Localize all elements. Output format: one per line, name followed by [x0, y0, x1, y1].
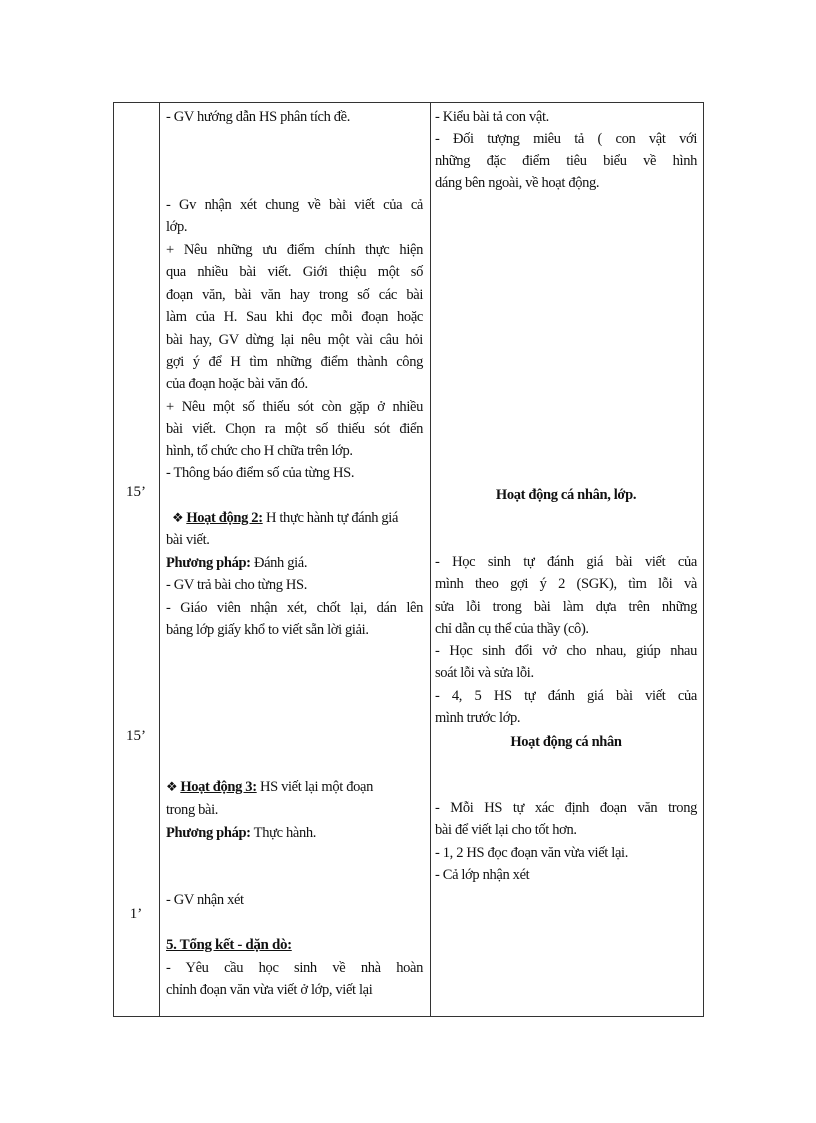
- text-line: bài để viết lại cho tốt hơn.: [435, 822, 577, 838]
- text-line: - Đối tượng miêu tả ( con vật với: [435, 131, 697, 147]
- text-line: - Học sinh tự đánh giá bài viết của: [435, 554, 697, 570]
- text-line: - 1, 2 HS đọc đoạn văn vừa viết lại.: [435, 845, 628, 861]
- text-line: + Nêu một số thiếu sót còn gặp ở nhiều: [166, 399, 423, 415]
- text-line: - GV hướng dẫn HS phân tích đề.: [166, 109, 351, 125]
- activity-3-heading: [166, 776, 423, 798]
- time-label: 1’: [129, 906, 143, 922]
- text-line: hình, tổ chức cho H chữa trên lớp.: [166, 443, 353, 459]
- column-divider: [159, 103, 160, 1016]
- text-line: - Mỗi HS tự xác định đoạn văn trong: [435, 800, 697, 816]
- text-line: mình trước lớp.: [435, 710, 521, 726]
- summary-heading: 5. Tổng kết - dặn dò:: [166, 937, 292, 953]
- diamond-bullet-icon: ❖: [172, 510, 184, 525]
- text-line: qua nhiều bài viết. Giới thiệu một số: [166, 264, 423, 280]
- activity-label: Hoạt động 2:: [186, 510, 263, 526]
- text-line: bảng lớp giấy khổ to viết sẵn lời giải.: [166, 622, 369, 638]
- text-line: - Thông báo điểm số của từng HS.: [166, 465, 355, 481]
- student-activity-heading: Hoạt động cá nhân, lớp.: [495, 487, 637, 503]
- text-line: đoạn văn, bài văn hay trong số các bài: [166, 287, 423, 303]
- method-label: Phương pháp:: [166, 825, 251, 841]
- method-value: Đánh giá.: [250, 555, 308, 571]
- method-value: Thực hành.: [250, 825, 317, 841]
- text-line: - Học sinh đổi vở cho nhau, giúp nhau: [435, 643, 697, 659]
- text-line: - Yêu cầu học sinh về nhà hoàn: [166, 960, 423, 976]
- activity-label: Hoạt động 3:: [180, 779, 257, 795]
- text-line: bài viết.: [166, 532, 210, 548]
- diamond-bullet-icon: ❖: [166, 779, 178, 794]
- time-label: 15’: [126, 728, 146, 744]
- text-line: - GV trả bài cho từng HS.: [166, 577, 308, 593]
- text-line: gợi ý để H tìm những điểm thành công: [166, 354, 423, 370]
- text-line: - 4, 5 HS tự đánh giá bài viết của: [435, 688, 697, 704]
- text-line: + Nêu những ưu điểm chính thực hiện: [166, 242, 423, 258]
- text-line: trong bài.: [166, 802, 219, 818]
- column-divider: [430, 103, 431, 1016]
- activity-2-heading: [172, 507, 429, 529]
- text-line: mình theo gợi ý 2 (SGK), tìm lỗi và: [435, 576, 697, 592]
- text-line: bài hay, GV dừng lại nêu một vài câu hỏi: [166, 332, 423, 348]
- text-line: sửa lỗi trong bài làm dựa trên những: [435, 599, 697, 615]
- text-line: - Cả lớp nhận xét: [435, 867, 530, 883]
- method-line: [166, 822, 423, 844]
- activity-text: H thực hành tự đánh giá: [262, 510, 399, 526]
- method-line: [166, 552, 423, 574]
- text-line: - Kiểu bài tả con vật.: [435, 109, 549, 125]
- text-line: dáng bên ngoài, về hoạt động.: [435, 175, 600, 191]
- text-line: chỉnh đoạn văn vừa viết ở lớp, viết lại: [166, 982, 373, 998]
- text-line: chỉ dẫn cụ thể của thầy (cô).: [435, 621, 589, 637]
- student-activity-heading: Hoạt động cá nhân: [510, 734, 622, 750]
- text-line: soát lỗi và sửa lỗi.: [435, 665, 534, 681]
- text-line: - Gv nhận xét chung về bài viết của cả: [166, 197, 423, 213]
- activity-text: HS viết lại một đoạn: [256, 779, 373, 795]
- text-line: của đoạn hoặc bài văn đó.: [166, 376, 308, 392]
- text-line: - GV nhận xét: [166, 892, 244, 908]
- text-line: những đặc điểm tiêu biểu về hình: [435, 153, 697, 169]
- text-line: làm của H. Sau khi đọc mỗi đoạn hoặc: [166, 309, 423, 325]
- text-line: lớp.: [166, 219, 188, 235]
- time-label: 15’: [126, 484, 146, 500]
- text-line: bài viết. Chọn ra một số thiếu sót điển: [166, 421, 423, 437]
- text-line: - Giáo viên nhận xét, chốt lại, dán lên: [166, 600, 423, 616]
- method-label: Phương pháp:: [166, 555, 251, 571]
